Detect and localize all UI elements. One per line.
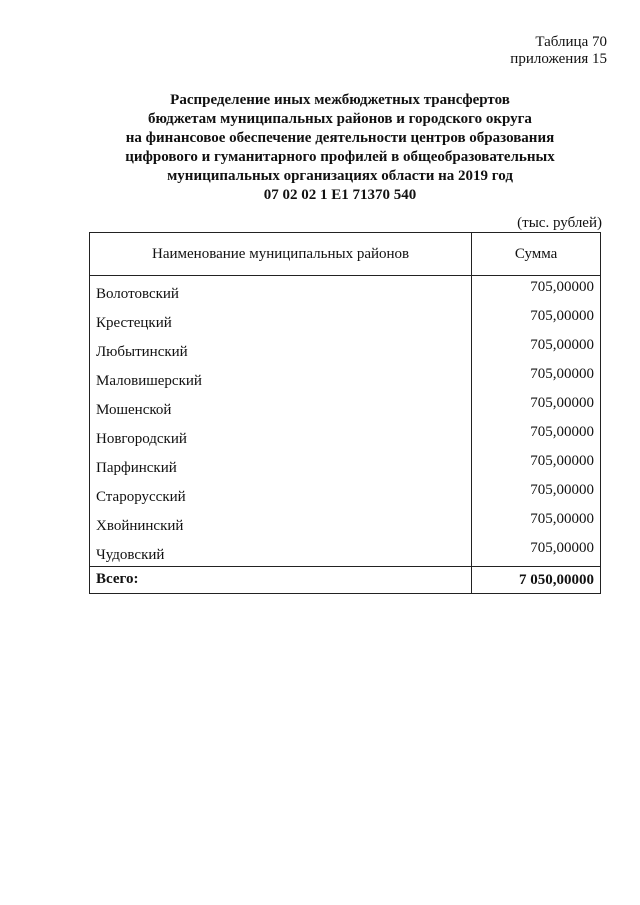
table-row [90, 276, 601, 306]
district-name: Парфинский [90, 450, 472, 479]
title-line: бюджетам муниципальных районов и городского округа [148, 111, 532, 127]
table-number: Таблица 70 [535, 34, 607, 50]
total-amount: 7 050,00000 [472, 567, 601, 594]
column-header-sum: Сумма [472, 233, 601, 276]
district-amount: 705,00000 [472, 334, 601, 363]
district-name: Хвойнинский [90, 508, 472, 537]
district-amount: 705,00000 [472, 450, 601, 479]
district-amount: 705,00000 [472, 392, 601, 421]
table-reference [510, 34, 607, 68]
units-note: (тыс. рублей) [517, 215, 602, 231]
budget-classification-code: 07 02 02 1 E1 71370 540 [263, 187, 417, 203]
table-row [90, 392, 601, 421]
document-title [40, 91, 640, 186]
district-name: Мошенской [90, 392, 472, 421]
district-amount: 705,00000 [472, 508, 601, 537]
district-amount: 705,00000 [472, 479, 601, 508]
title-line: цифрового и гуманитарного профилей в общеобразовательных [125, 149, 555, 165]
appendix-number: приложения 15 [510, 51, 607, 67]
table-row [90, 479, 601, 508]
district-name: Чудовский [90, 537, 472, 567]
district-amount: 705,00000 [472, 537, 601, 567]
district-name: Новгородский [90, 421, 472, 450]
district-amount: 705,00000 [472, 305, 601, 334]
district-amount: 705,00000 [472, 363, 601, 392]
table-row [90, 363, 601, 392]
title-line: Распределение иных межбюджетных трансфертов [170, 92, 510, 108]
table-row [90, 305, 601, 334]
district-name: Любытинский [90, 334, 472, 363]
title-line: муниципальных организациях области на 2019 год [167, 168, 513, 184]
table-row [90, 334, 601, 363]
table-row [90, 450, 601, 479]
total-label: Всего: [90, 567, 472, 594]
table-row [90, 421, 601, 450]
district-name: Волотовский [90, 276, 472, 306]
table-row [90, 537, 601, 567]
district-name: Маловишерский [90, 363, 472, 392]
total-row [90, 567, 601, 594]
district-name: Крестецкий [90, 305, 472, 334]
column-header-name: Наименование муниципальных районов [90, 233, 472, 276]
table-header-row [90, 233, 601, 276]
distribution-table [89, 232, 601, 594]
title-line: на финансовое обеспечение деятельности центров образования [125, 130, 555, 146]
district-amount: 705,00000 [472, 421, 601, 450]
district-amount: 705,00000 [472, 276, 601, 306]
district-name: Старорусский [90, 479, 472, 508]
table-row [90, 508, 601, 537]
